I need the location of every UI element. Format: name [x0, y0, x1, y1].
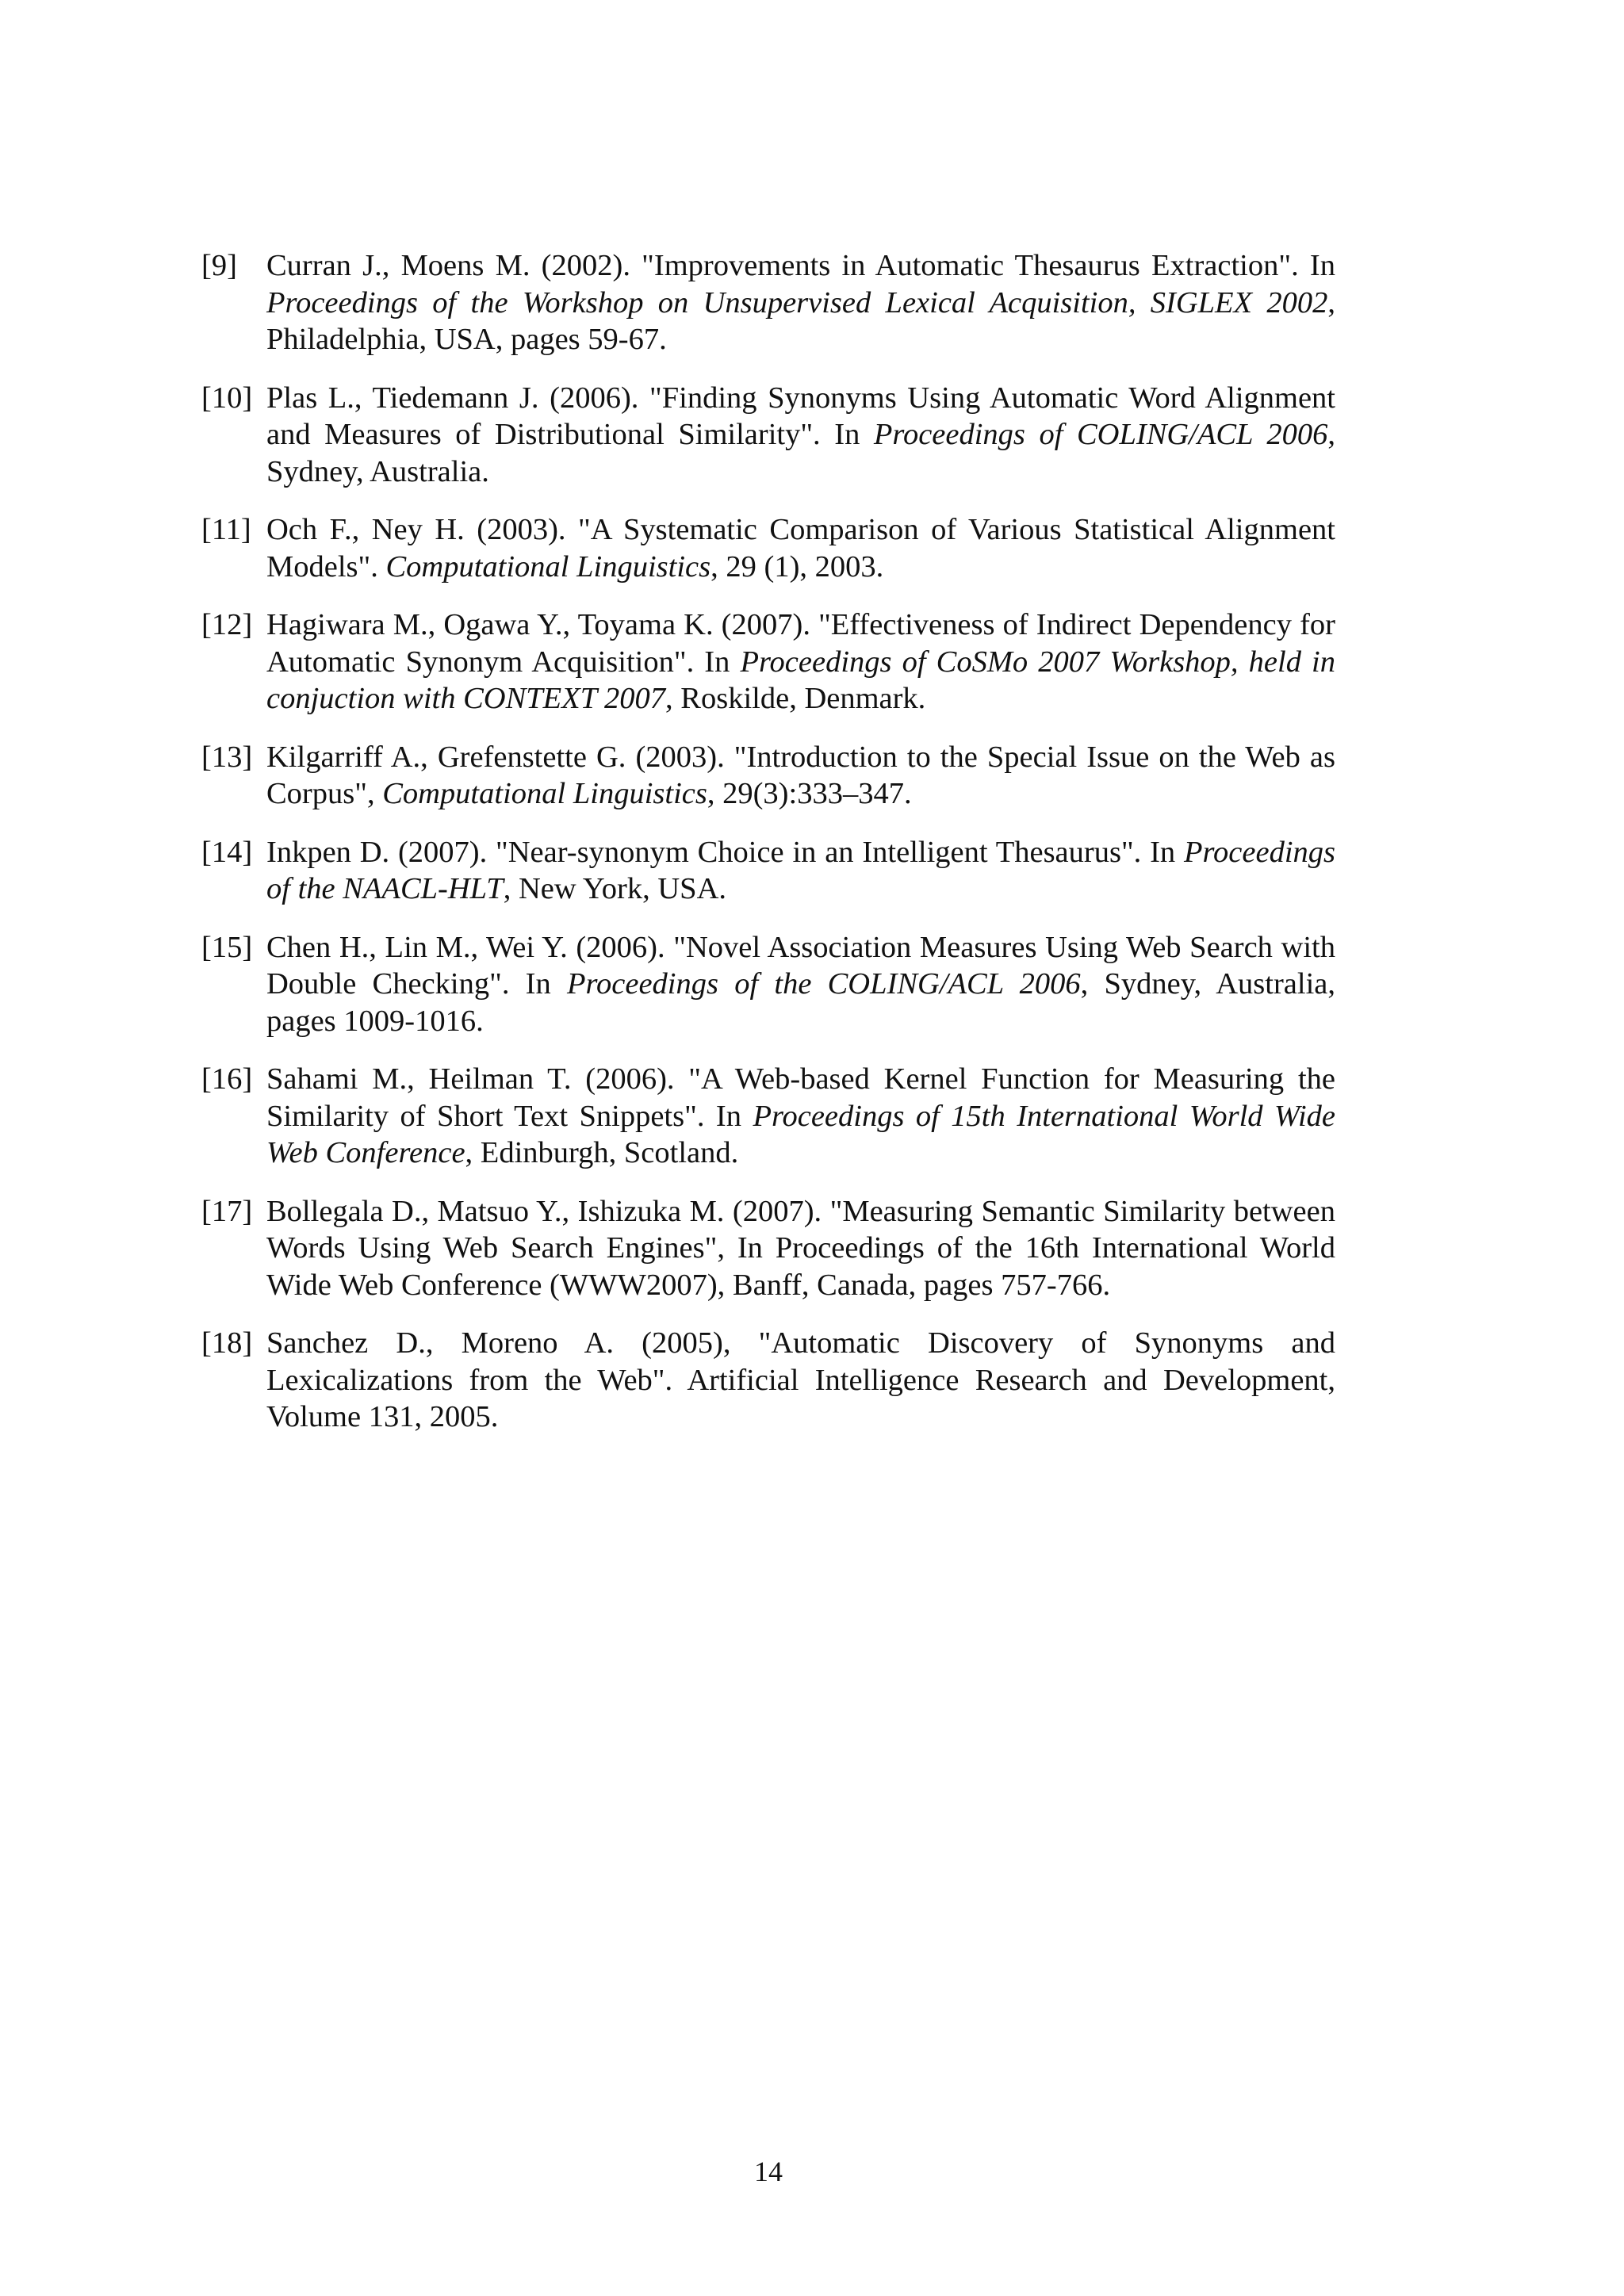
reference-entry — [201, 247, 1335, 358]
reference-italic-segment: Proceedings of 15th International World Wide Web Conference — [266, 1099, 1335, 1169]
reference-entry — [201, 607, 1335, 718]
reference-text — [266, 511, 1335, 585]
reference-segment: Chen H., Lin M., Wei Y. (2006). "Novel Association Measures Using Web Search with Double Checking". In — [266, 930, 1335, 1001]
reference-number: [9] — [201, 249, 237, 282]
reference-italic-segment: Proceedings of COLING/ACL 2006 — [873, 418, 1328, 451]
reference-entry — [201, 1061, 1335, 1172]
reference-italic-segment: Computational Linguistics — [382, 777, 707, 810]
reference-italic-segment: Proceedings of CoSMo 2007 Workshop, held in conjuction with CONTEXT 2007 — [266, 645, 1335, 715]
reference-number: [10] — [201, 381, 253, 415]
reference-number: [17] — [201, 1194, 253, 1228]
reference-segment: , Sydney, Australia. — [266, 418, 1335, 488]
reference-segment: , 29(3):333–347. — [707, 777, 912, 810]
reference-segment: , Roskilde, Denmark. — [665, 682, 926, 715]
reference-entry — [201, 1193, 1335, 1304]
reference-number: [12] — [201, 608, 253, 641]
reference-segment: Hagiwara M., Ogawa Y., Toyama K. (2007). "Effectiveness of Indirect Dependency for Automatic Synonym Acquisition". In — [266, 608, 1335, 679]
reference-entry — [201, 511, 1335, 585]
reference-segment: , New York, USA. — [503, 872, 727, 905]
reference-text — [266, 929, 1335, 1040]
reference-segment: Inkpen D. (2007). "Near-synonym Choice in an Intelligent Thesaurus". In — [266, 835, 1184, 869]
reference-text — [266, 1061, 1335, 1172]
reference-text — [266, 739, 1335, 813]
reference-segment: Sanchez D., Moreno A. (2005), "Automatic Discovery of Synonyms and Lexicalizations from the Web". Artificial Intelligence Research and Development, Volume 131, 2005. — [266, 1326, 1335, 1433]
reference-number: [13] — [201, 740, 253, 774]
reference-segment: , Sydney, Australia, pages 1009-1016. — [266, 967, 1335, 1038]
reference-italic-segment: Proceedings of the Workshop on Unsupervised Lexical Acquisition, SIGLEX 2002 — [266, 285, 1328, 320]
reference-segment: Kilgarriff A., Grefenstette G. (2003). "Introduction to the Special Issue on the Web as Corpus", — [266, 740, 1335, 810]
reference-number: [15] — [201, 930, 253, 964]
reference-entry — [201, 834, 1335, 908]
reference-segment: , Edinburgh, Scotland. — [465, 1136, 739, 1169]
reference-number: [11] — [201, 513, 251, 546]
reference-segment: Sahami M., Heilman T. (2006). "A Web-based Kernel Function for Measuring the Similarity of Short Text Snippets". In — [266, 1062, 1335, 1133]
reference-text — [266, 380, 1335, 491]
reference-entry — [201, 929, 1335, 1040]
reference-text — [266, 1325, 1335, 1436]
reference-segment: Och F., Ney H. (2003). "A Systematic Comparison of Various Statistical Alignment Models". — [266, 513, 1335, 584]
reference-italic-segment: Proceedings of the COLING/ACL 2006 — [566, 967, 1081, 1001]
reference-entry — [201, 739, 1335, 813]
reference-segment: Plas L., Tiedemann J. (2006). "Finding Synonyms Using Automatic Word Alignment and Measures of Distributional Similarity". In — [266, 381, 1335, 451]
reference-number: [16] — [201, 1062, 253, 1096]
reference-number: [18] — [201, 1326, 253, 1360]
reference-segment: Bollegala D., Matsuo Y., Ishizuka M. (2007). "Measuring Semantic Similarity between Words Using Web Search Engines", In Proceedings of the 16th International World Wide Web Conference (WWW2007), Banff, Canada, pages 757-766. — [266, 1194, 1335, 1302]
reference-italic-segment: Proceedings of the NAACL-HLT — [266, 835, 1335, 905]
reference-entry — [201, 380, 1335, 491]
reference-italic-segment: Computational Linguistics — [385, 549, 711, 584]
reference-segment: , Philadelphia, USA, pages 59-67. — [266, 285, 1335, 356]
reference-text — [266, 247, 1335, 358]
reference-text — [266, 607, 1335, 718]
reference-text — [266, 1193, 1335, 1304]
reference-number: [14] — [201, 835, 253, 869]
reference-list — [201, 247, 1335, 1457]
reference-segment: Curran J., Moens M. (2002). "Improvements in Automatic Thesaurus Extraction". In — [266, 249, 1335, 282]
reference-entry — [201, 1325, 1335, 1436]
reference-text — [266, 834, 1335, 908]
reference-segment: , 29 (1), 2003. — [710, 549, 884, 584]
page-number: 14 — [754, 2156, 783, 2187]
